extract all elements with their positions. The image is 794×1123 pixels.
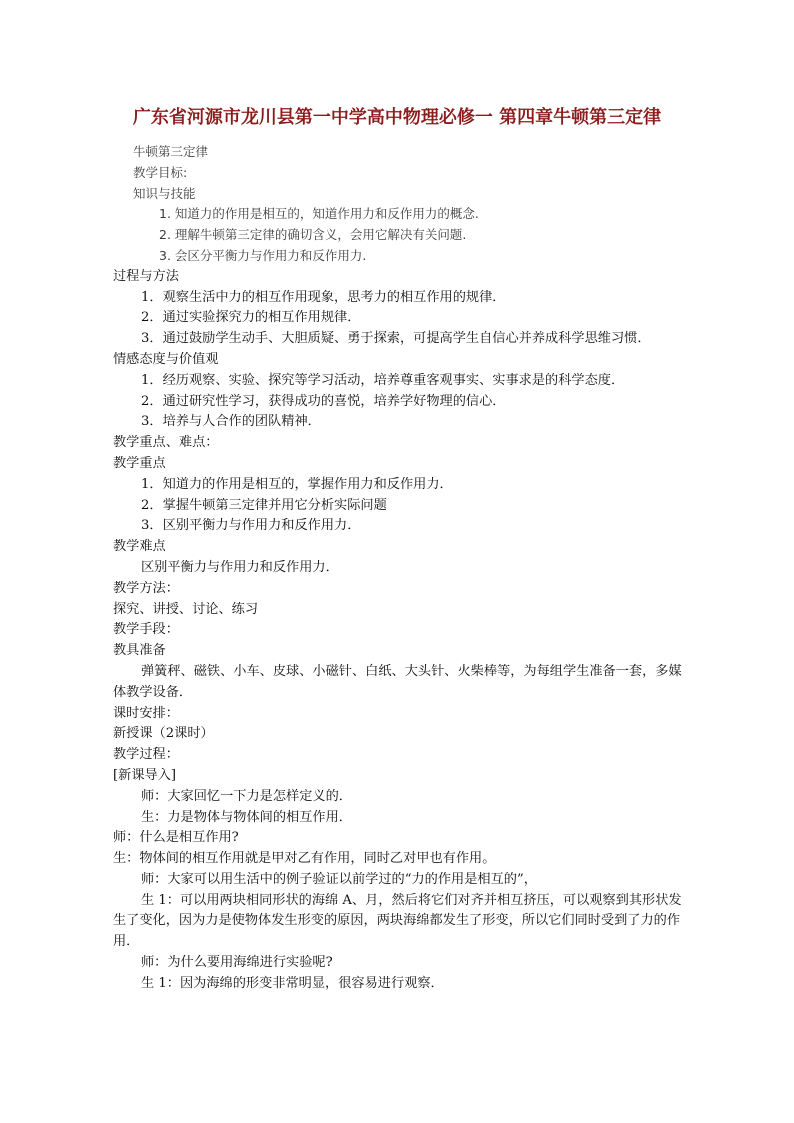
- document-title: 广东省河源市龙川县第一中学高中物理必修一 第四章牛顿第三定律: [132, 107, 662, 128]
- intro-heading: [新课导入]: [113, 767, 177, 783]
- difficult-text: 区别平衡力与作用力和反作用力．: [141, 559, 339, 575]
- emotion-item: 1．经历观察、实验、探究等学习活动，培养尊重客观事实、实事求是的科学态度．: [141, 372, 625, 388]
- dialogue-line: 师：什么是相互作用?: [113, 830, 239, 846]
- key-item: 3．区别平衡力与作用力和反作用力．: [141, 518, 361, 534]
- key-item: 2．掌握牛顿第三定律并用它分析实际问题: [141, 497, 387, 513]
- difficult-heading: 教学难点: [113, 539, 166, 555]
- key-heading: 教学重点: [113, 455, 166, 471]
- emotion-item: 2．通过研究性学习，获得成功的喜悦，培养学好物理的信心．: [141, 393, 506, 409]
- key-difficult-heading: 教学重点、难点：: [113, 435, 219, 451]
- knowledge-heading: 知识与技能: [133, 185, 196, 201]
- dialogue-line: 师：大家可以用生活中的例子验证以前学过的“力的作用是相互的”，: [141, 871, 537, 887]
- procedure-heading: 教学过程：: [113, 747, 179, 763]
- means-heading: 教学手段：: [113, 622, 179, 638]
- method-heading: 教学方法：: [113, 580, 179, 596]
- emotion-heading: 情感态度与价值观: [113, 351, 219, 367]
- schedule-heading: 课时安排：: [113, 705, 179, 721]
- dialogue-line: 生：力是物体与物体间的相互作用．: [141, 809, 352, 825]
- objectives-heading: 教学目标:: [133, 164, 188, 180]
- process-heading: 过程与方法: [113, 268, 179, 284]
- schedule-text: 新授课（2课时）: [113, 726, 214, 742]
- dialogue-line: 生：物体间的相互作用就是甲对乙有作用，同时乙对甲也有作用。: [113, 851, 496, 867]
- method-text: 探究、讲授、讨论、练习: [113, 601, 259, 617]
- equipment-heading: 教具准备: [113, 643, 166, 659]
- knowledge-item: 1. 知道力的作用是相互的，知道作用力和反作用力的概念.: [159, 206, 479, 222]
- process-item: 3．通过鼓励学生动手、大胆质疑、勇于探索，可提高学生自信心并养成科学思维习惯．: [141, 331, 651, 347]
- knowledge-item: 3. 会区分平衡力与作用力和反作用力.: [159, 247, 367, 263]
- dialogue-line: 生 1：因为海绵的形变非常明显，很容易进行观察．: [141, 975, 444, 991]
- dialogue-line: 生 1：可以用两块相同形状的海绵 A、月，然后将它们对齐并相互挤压，可以观察到其形状发生了变化，因为力是使物体发生形变的原因，两块海绵都发生了形变，所以它们同时受到了力的作用．: [113, 892, 682, 950]
- process-item: 1．观察生活中力的相互作用现象，思考力的相互作用的规律．: [141, 289, 506, 305]
- subtitle: 牛顿第三定律: [133, 144, 209, 159]
- emotion-item: 3．培养与人合作的团队精神．: [141, 414, 321, 430]
- equipment-text: 弹簧秤、磁铁、小车、皮球、小磁针、白纸、大头针、火柴棒等，为每组学生准备一套，多媒体教学设备．: [113, 663, 682, 700]
- process-item: 2．通过实验探究力的相互作用规律．: [141, 310, 361, 326]
- knowledge-item: 2. 理解牛顿第三定律的确切含义，会用它解决有关问题.: [159, 227, 467, 243]
- document-body: [113, 142, 683, 995]
- dialogue-line: 师：大家回忆一下力是怎样定义的．: [141, 788, 352, 804]
- dialogue-line: 师：为什么要用海绵进行实验呢?: [141, 955, 333, 971]
- key-item: 1．知道力的作用是相互的，掌握作用力和反作用力．: [141, 476, 453, 492]
